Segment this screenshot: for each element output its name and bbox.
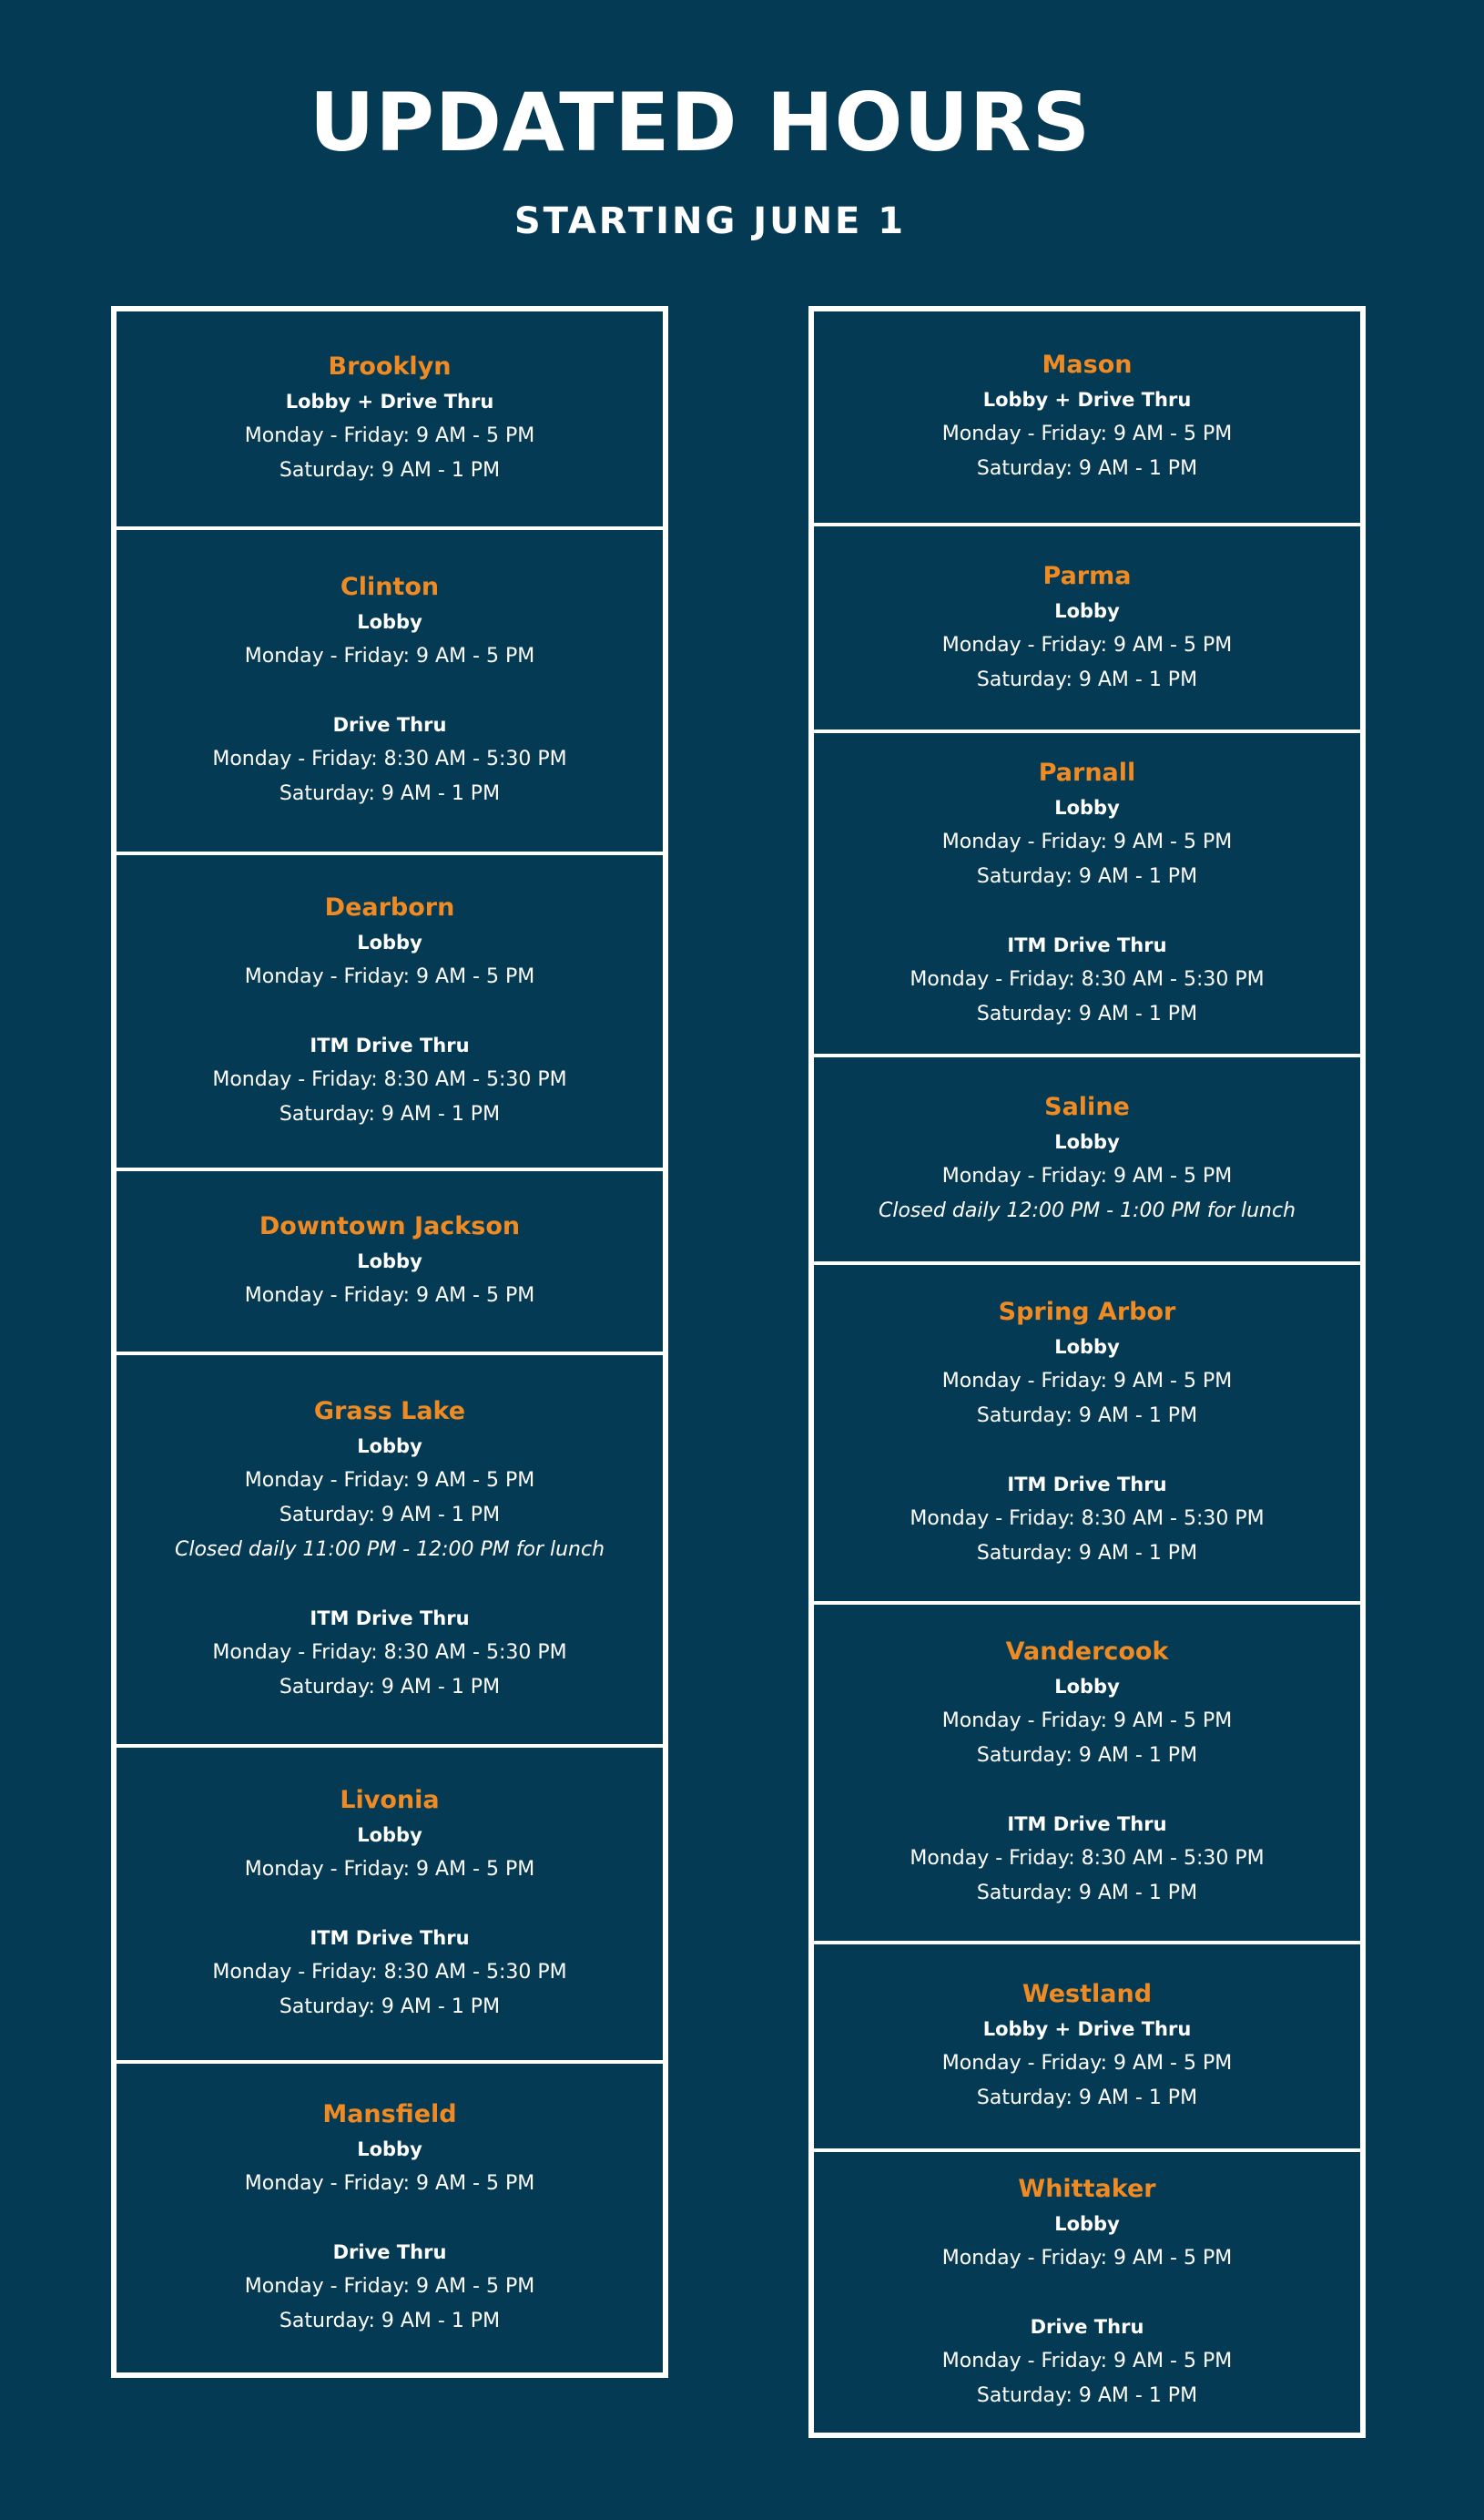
hours-section [175, 1429, 605, 1567]
hours-line: Saturday: 9 AM - 1 PM [976, 1404, 1198, 1427]
hours-section [245, 384, 534, 488]
section-label: Lobby [357, 932, 422, 954]
location-name: Mason [1042, 351, 1133, 379]
hours-line: Monday - Friday: 9 AM - 5 PM [244, 424, 535, 447]
hours-line: Monday - Friday: 9 AM - 5 PM [941, 1165, 1233, 1188]
section-label: Lobby [1054, 796, 1120, 819]
section-label: ITM Drive Thru [1007, 1813, 1167, 1835]
location-card-livonia [117, 1744, 663, 2060]
location-card-parma [814, 523, 1360, 729]
hours-line: Monday - Friday: 9 AM - 5 PM [244, 1858, 535, 1881]
hours-section [212, 1028, 566, 1132]
section-label: Lobby [357, 611, 422, 633]
hours-line: Monday - Friday: 9 AM - 5 PM [244, 2172, 535, 2195]
hours-section [245, 925, 534, 995]
hours-line: Monday - Friday: 8:30 AM - 5:30 PM [212, 1961, 567, 1984]
hours-section [942, 594, 1232, 698]
location-card-vandercook [814, 1601, 1360, 1941]
location-card-brooklyn [117, 311, 663, 526]
location-name: Whittaker [1018, 2174, 1156, 2203]
hours-line: Saturday: 9 AM - 1 PM [279, 459, 501, 482]
hours-line: Monday - Friday: 8:30 AM - 5:30 PM [212, 748, 567, 770]
hours-line: Saturday: 9 AM - 1 PM [279, 1676, 501, 1699]
location-card-parnall [814, 729, 1360, 1054]
location-name: Livonia [340, 1786, 440, 1814]
right-location-column [808, 306, 1366, 2438]
section-label: Drive Thru [1030, 2315, 1144, 2338]
hours-line: Monday - Friday: 9 AM - 5 PM [941, 2052, 1233, 2075]
hours-line: Saturday: 9 AM - 1 PM [976, 1744, 1198, 1767]
location-name: Saline [1044, 1093, 1130, 1121]
hours-line: Monday - Friday: 9 AM - 5 PM [941, 830, 1233, 853]
section-label: Drive Thru [332, 2241, 447, 2263]
location-card-downtown-jackson [117, 1168, 663, 1352]
location-name: Downtown Jackson [259, 1212, 521, 1240]
hours-section [245, 605, 534, 674]
hours-section [910, 1467, 1264, 1571]
hours-section [942, 791, 1232, 894]
location-card-mansfield [117, 2060, 663, 2372]
section-label: ITM Drive Thru [310, 1607, 470, 1629]
page-title: UPDATED HOURS [309, 76, 1092, 169]
location-card-clinton [117, 526, 663, 852]
hours-line: Saturday: 9 AM - 1 PM [976, 1882, 1198, 1904]
hours-line: Monday - Friday: 9 AM - 5 PM [941, 2246, 1233, 2270]
section-label: Lobby [1054, 599, 1120, 622]
location-name: Clinton [340, 573, 440, 601]
hours-line: Monday - Friday: 9 AM - 5 PM [941, 633, 1233, 657]
hours-line: Monday - Friday: 9 AM - 5 PM [244, 965, 535, 988]
location-name: Mansfield [322, 2100, 457, 2128]
location-name: Dearborn [324, 893, 455, 922]
location-card-spring-arbor [814, 1261, 1360, 1601]
hours-line: Monday - Friday: 9 AM - 5 PM [244, 1284, 535, 1307]
section-label: Lobby [357, 1435, 422, 1457]
hours-section [245, 2235, 534, 2339]
hours-line: Saturday: 9 AM - 1 PM [279, 1504, 501, 1526]
hours-section [942, 2310, 1232, 2413]
hours-line: Saturday: 9 AM - 1 PM [279, 1103, 501, 1126]
hours-section [212, 1601, 566, 1705]
section-label: Lobby [357, 1250, 422, 1272]
location-name: Grass Lake [313, 1397, 466, 1425]
location-name: Parma [1042, 561, 1132, 590]
hours-line: Monday - Friday: 9 AM - 5 PM [244, 645, 535, 668]
hours-line: Monday - Friday: 9 AM - 5 PM [941, 1370, 1233, 1393]
hours-line: Saturday: 9 AM - 1 PM [976, 864, 1198, 888]
hours-section [910, 1807, 1264, 1911]
hours-section [212, 1921, 566, 2025]
hours-line: Monday - Friday: 8:30 AM - 5:30 PM [212, 1068, 567, 1091]
hours-line: Saturday: 9 AM - 1 PM [976, 1002, 1198, 1025]
location-card-dearborn [117, 852, 663, 1168]
hours-note: Closed daily 11:00 PM - 12:00 PM for lunch [174, 1538, 605, 1561]
section-label: ITM Drive Thru [1007, 1474, 1167, 1495]
hours-line: Monday - Friday: 8:30 AM - 5:30 PM [910, 967, 1265, 991]
hours-section [245, 2132, 534, 2201]
hours-section [245, 1244, 534, 1313]
section-label: Lobby + Drive Thru [982, 2018, 1192, 2040]
hours-line: Saturday: 9 AM - 1 PM [279, 782, 501, 805]
hours-line: Monday - Friday: 8:30 AM - 5:30 PM [212, 1641, 567, 1664]
hours-section [942, 1330, 1232, 1433]
section-label: Lobby [1054, 1336, 1120, 1358]
location-name: Vandercook [1005, 1637, 1169, 1666]
section-label: Lobby [1054, 2212, 1120, 2235]
hours-section [942, 2207, 1232, 2276]
location-card-mason [814, 311, 1360, 523]
hours-line: Saturday: 9 AM - 1 PM [279, 2310, 501, 2332]
hours-line: Saturday: 9 AM - 1 PM [976, 668, 1198, 691]
hours-line: Saturday: 9 AM - 1 PM [976, 2086, 1198, 2109]
hours-note: Closed daily 12:00 PM - 1:00 PM for lunch [878, 1199, 1296, 1222]
location-card-saline [814, 1054, 1360, 1261]
hours-line: Saturday: 9 AM - 1 PM [976, 1542, 1198, 1565]
location-card-whittaker [814, 2148, 1360, 2433]
hours-line: Monday - Friday: 9 AM - 5 PM [244, 1469, 535, 1492]
hours-line: Monday - Friday: 9 AM - 5 PM [941, 2349, 1233, 2372]
hours-section [879, 1125, 1296, 1229]
section-label: Lobby [1054, 1676, 1120, 1698]
location-card-grass-lake [117, 1352, 663, 1744]
hours-section [212, 708, 566, 811]
location-name: Spring Arbor [998, 1298, 1176, 1326]
section-label: Drive Thru [332, 714, 447, 736]
section-label: ITM Drive Thru [310, 1035, 470, 1056]
hours-line: Monday - Friday: 9 AM - 5 PM [941, 1709, 1233, 1732]
hours-section [942, 2012, 1232, 2116]
location-name: Westland [1022, 1980, 1153, 2008]
hours-line: Saturday: 9 AM - 1 PM [976, 457, 1198, 480]
section-label: Lobby [357, 1824, 422, 1846]
left-location-column [111, 306, 668, 2378]
page-subtitle: STARTING JUNE 1 [513, 200, 907, 242]
section-label: ITM Drive Thru [310, 1927, 470, 1949]
section-label: Lobby + Drive Thru [285, 391, 494, 413]
hours-line: Monday - Friday: 9 AM - 5 PM [244, 2275, 535, 2298]
hours-section [942, 1669, 1232, 1773]
hours-line: Monday - Friday: 9 AM - 5 PM [941, 423, 1233, 445]
hours-line: Monday - Friday: 8:30 AM - 5:30 PM [910, 1847, 1265, 1870]
hours-section [245, 1818, 534, 1887]
hours-line: Saturday: 9 AM - 1 PM [976, 2383, 1198, 2407]
section-label: Lobby [1054, 1131, 1120, 1153]
hours-line: Saturday: 9 AM - 1 PM [279, 1995, 501, 2018]
location-name: Brooklyn [328, 352, 452, 381]
section-label: Lobby + Drive Thru [982, 389, 1192, 411]
section-label: Lobby [357, 2138, 422, 2160]
location-name: Parnall [1038, 758, 1136, 787]
hours-section [910, 928, 1264, 1032]
location-card-westland [814, 1941, 1360, 2148]
section-label: ITM Drive Thru [1007, 934, 1167, 956]
hours-section [942, 383, 1232, 486]
hours-line: Monday - Friday: 8:30 AM - 5:30 PM [910, 1507, 1265, 1530]
